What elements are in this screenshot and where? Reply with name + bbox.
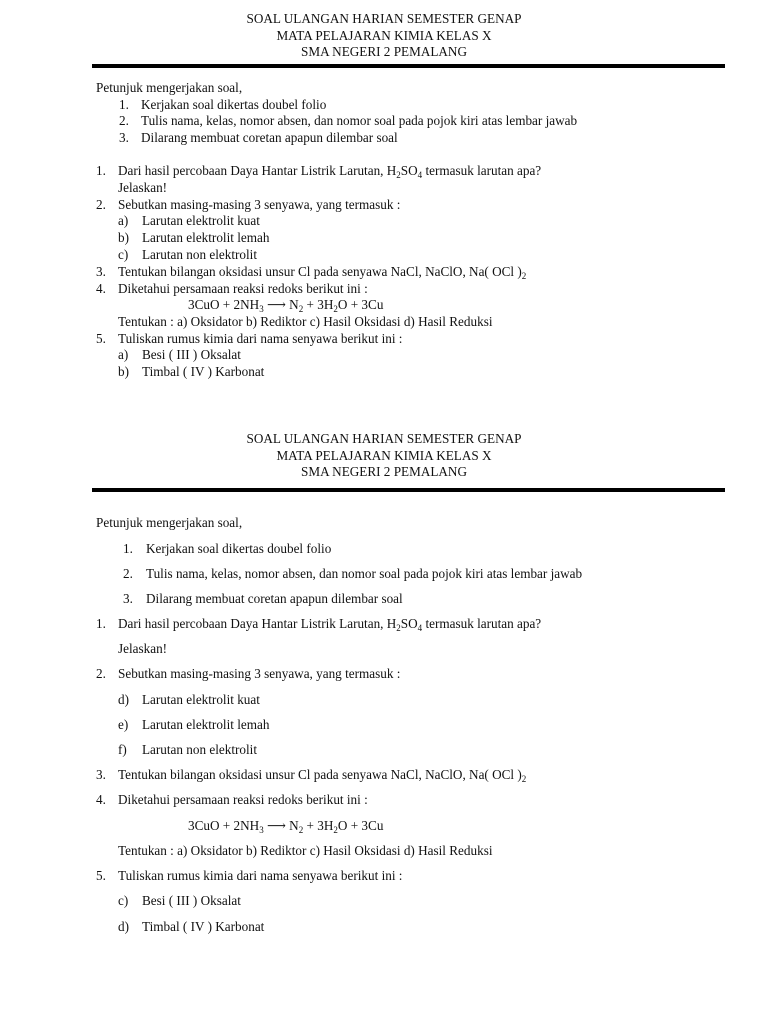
option-text: Larutan elektrolit lemah <box>142 717 270 732</box>
instruction-item: Kerjakan soal dikertas doubel folio <box>141 97 327 112</box>
question-5-text: Tuliskan rumus kimia dari nama senyawa berikut ini : <box>118 868 403 883</box>
header-school: SMA NEGERI 2 PEMALANG <box>301 464 467 479</box>
instructions-title: Petunjuk mengerjakan soal, <box>96 515 243 530</box>
question-1-continuation: Jelaskan! <box>118 180 168 195</box>
instruction-item: Tulis nama, kelas, nomor absen, dan nomor soal pada pojok kiri atas lembar jawab <box>146 566 583 581</box>
question-number: 2. <box>96 197 106 212</box>
question-4-task: Tentukan : a) Oksidator b) Rediktor c) Hasil Oksidasi d) Hasil Reduksi <box>118 843 493 858</box>
instruction-number: 1. <box>119 97 129 112</box>
option-letter: c) <box>118 247 129 262</box>
option-letter: d) <box>118 692 129 707</box>
question-3-text: Tentukan bilangan oksidasi unsur Cl pada senyawa NaCl, NaClO, Na( OCl )$_2$ <box>118 264 527 281</box>
instruction-number: 1. <box>123 541 133 556</box>
question-number: 4. <box>96 281 106 296</box>
instruction-number: 2. <box>119 113 129 128</box>
sheet-header <box>0 431 768 481</box>
header-rule <box>92 64 725 68</box>
instruction-item: Dilarang membuat coretan apapun dilembar soal <box>141 130 398 145</box>
question-number: 5. <box>96 331 106 346</box>
redox-equation: $3CuO + 2NH_3$ ⟶ $N_2 + 3H_2O + 3Cu$ <box>188 818 384 835</box>
option-letter: f) <box>118 742 127 757</box>
option-text: Larutan elektrolit kuat <box>142 692 260 707</box>
header-school: SMA NEGERI 2 PEMALANG <box>301 44 467 59</box>
header-rule <box>92 488 725 492</box>
option-letter: a) <box>118 213 129 228</box>
question-4-task: Tentukan : a) Oksidator b) Rediktor c) Hasil Oksidasi d) Hasil Reduksi <box>118 314 493 329</box>
question-1-continuation: Jelaskan! <box>118 641 168 656</box>
question-2-text: Sebutkan masing-masing 3 senyawa, yang termasuk : <box>118 666 401 681</box>
instruction-item: Dilarang membuat coretan apapun dilembar soal <box>146 591 403 606</box>
question-number: 2. <box>96 666 106 681</box>
question-1-text: Dari hasil percobaan Daya Hantar Listrik Larutan, $H_2SO_4$ termasuk larutan apa? <box>118 163 542 180</box>
option-letter: b) <box>118 364 129 379</box>
option-text: Besi ( III ) Oksalat <box>142 347 241 362</box>
instructions-title: Petunjuk mengerjakan soal, <box>96 80 243 95</box>
option-text: Timbal ( IV ) Karbonat <box>142 364 265 379</box>
instruction-number: 3. <box>119 130 129 145</box>
question-number: 3. <box>96 264 106 279</box>
redox-equation: $3CuO + 2NH_3$ ⟶ $N_2 + 3H_2O + 3Cu$ <box>188 297 384 314</box>
instruction-number: 3. <box>123 591 133 606</box>
question-1-text: Dari hasil percobaan Daya Hantar Listrik Larutan, $H_2SO_4$ termasuk larutan apa? <box>118 616 542 633</box>
option-letter: a) <box>118 347 129 362</box>
option-text: Larutan non elektrolit <box>142 247 257 262</box>
question-4-text: Diketahui persamaan reaksi redoks berikut ini : <box>118 792 368 807</box>
question-3-text: Tentukan bilangan oksidasi unsur Cl pada senyawa NaCl, NaClO, Na( OCl )$_2$ <box>118 767 527 784</box>
header-subject: MATA PELAJARAN KIMIA KELAS X <box>276 27 492 43</box>
question-number: 4. <box>96 792 106 807</box>
header-subject: MATA PELAJARAN KIMIA KELAS X <box>276 447 492 463</box>
instruction-number: 2. <box>123 566 133 581</box>
question-number: 1. <box>96 616 106 631</box>
option-text: Larutan elektrolit kuat <box>142 213 260 228</box>
question-number: 3. <box>96 767 106 782</box>
option-text: Timbal ( IV ) Karbonat <box>142 919 265 934</box>
option-letter: e) <box>118 717 129 732</box>
sheet-header <box>0 11 768 61</box>
option-text: Larutan non elektrolit <box>142 742 257 757</box>
option-letter: b) <box>118 230 129 245</box>
question-number: 5. <box>96 868 106 883</box>
option-text: Besi ( III ) Oksalat <box>142 893 241 908</box>
instruction-item: Tulis nama, kelas, nomor absen, dan nomor soal pada pojok kiri atas lembar jawab <box>141 113 578 128</box>
question-2-text: Sebutkan masing-masing 3 senyawa, yang termasuk : <box>118 197 401 212</box>
question-number: 1. <box>96 163 106 178</box>
option-letter: c) <box>118 893 129 908</box>
header-title: SOAL ULANGAN HARIAN SEMESTER GENAP <box>246 11 522 26</box>
option-letter: d) <box>118 919 129 934</box>
question-4-text: Diketahui persamaan reaksi redoks berikut ini : <box>118 281 368 296</box>
option-text: Larutan elektrolit lemah <box>142 230 270 245</box>
header-title: SOAL ULANGAN HARIAN SEMESTER GENAP <box>246 431 522 446</box>
question-5-text: Tuliskan rumus kimia dari nama senyawa berikut ini : <box>118 331 403 346</box>
instruction-item: Kerjakan soal dikertas doubel folio <box>146 541 332 556</box>
